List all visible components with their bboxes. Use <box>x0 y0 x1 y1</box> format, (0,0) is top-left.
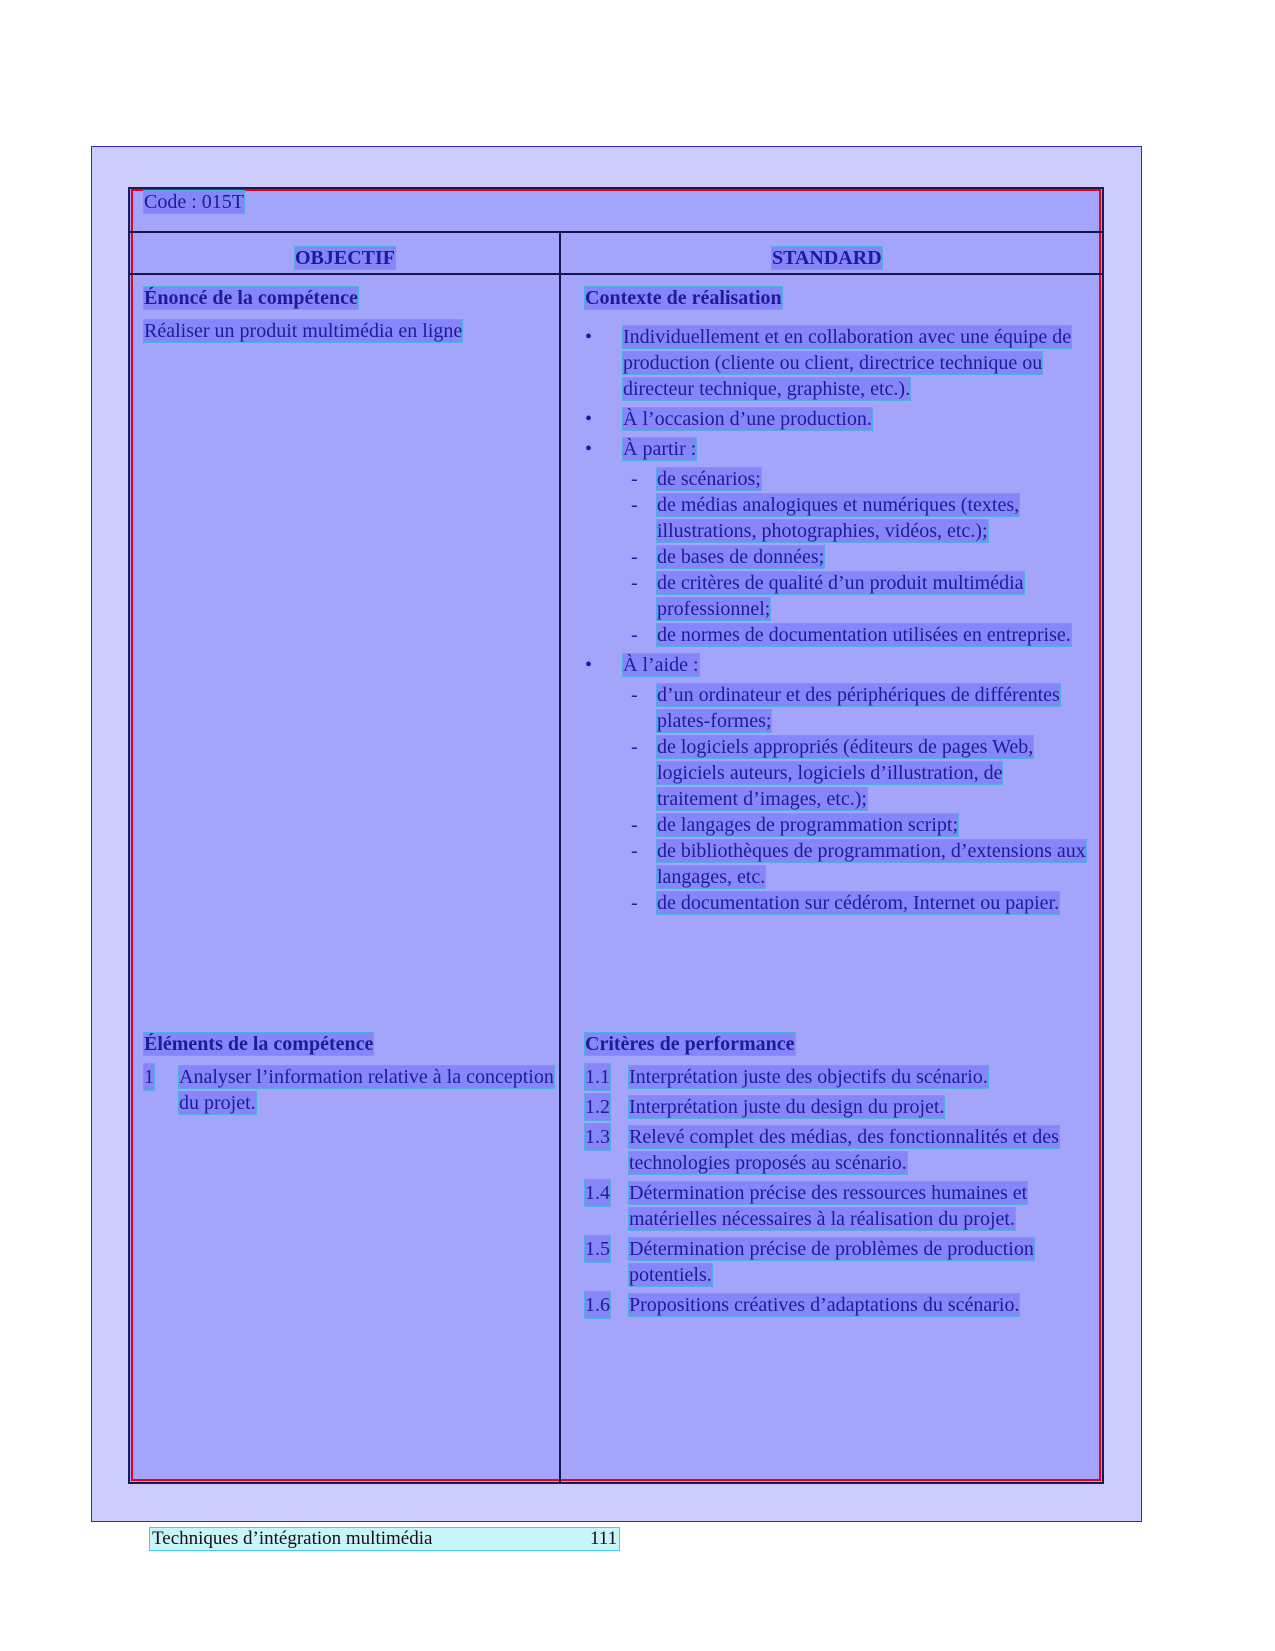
list-item: • À l’aide : <box>585 654 699 676</box>
sub-item: - d’un ordinateur et des périphériques de différentes plates-formes; <box>631 684 1060 732</box>
criteres-list <box>585 1064 1095 1322</box>
header-objectif: OBJECTIF <box>295 247 396 269</box>
elements-title: Éléments de la compétence <box>144 1033 374 1055</box>
dash-icon: - <box>631 736 638 758</box>
dash-icon: - <box>631 840 638 862</box>
dash-icon: - <box>631 624 638 646</box>
contexte-title: Contexte de réalisation <box>585 287 782 309</box>
header-bottom-rule <box>130 273 1102 275</box>
sub-item: - de critères de qualité d’un produit multimédia professionnel; <box>631 572 1024 620</box>
enonce-text: Réaliser un produit multimédia en ligne <box>144 320 463 342</box>
contexte-list <box>585 324 1087 916</box>
sub-item: - de scénarios; <box>631 468 761 490</box>
list-item: 1.5 Détermination précise de problèmes de production potentiels. <box>585 1238 1034 1286</box>
sub-item: - de documentation sur cédérom, Internet ou papier. <box>631 892 1060 914</box>
sub-item: - de logiciels appropriés (éditeurs de pages Web, logiciels auteurs, logiciels d’illustration, de traitement d’images, etc.); <box>631 736 1034 810</box>
list-item: 1.2 Interprétation juste du design du projet. <box>585 1096 945 1118</box>
list-item: 1.4 Détermination précise des ressources humaines et matérielles nécessaires à la réalisation du projet. <box>585 1182 1028 1230</box>
list-item: 1.6 Propositions créatives d’adaptations du scénario. <box>585 1294 1020 1316</box>
column-divider <box>559 231 561 1483</box>
dash-icon: - <box>631 892 638 914</box>
code-label: Code : 015T <box>144 191 244 213</box>
list-item: • À l’occasion d’une production. <box>585 408 872 430</box>
dash-icon: - <box>631 468 638 490</box>
sub-item: - de normes de documentation utilisées en entreprise. <box>631 624 1071 646</box>
sub-item: - de langages de programmation script; <box>631 814 959 836</box>
footer-label: Techniques d’intégration multimédia 111 <box>152 1528 618 1549</box>
sub-item: - de médias analogiques et numériques (textes, illustrations, photographies, vidéos, etc.); <box>631 494 1020 542</box>
bullet-icon: • <box>585 408 593 430</box>
list-item: • À partir : <box>585 438 697 460</box>
bullet-icon: • <box>585 654 593 676</box>
header-standard: STANDARD <box>772 247 882 269</box>
bullet-icon: • <box>585 326 593 348</box>
page-footer <box>150 1528 619 1550</box>
elements-list <box>144 1064 564 1116</box>
dash-icon: - <box>631 684 638 706</box>
header-top-rule <box>130 231 1102 233</box>
list-item: 1.1 Interprétation juste des objectifs du scénario. <box>585 1066 988 1088</box>
page-number: 111 <box>590 1528 618 1549</box>
enonce-title: Énoncé de la compétence <box>144 287 358 309</box>
list-item: 1 Analyser l’information relative à la conception du projet. <box>144 1066 554 1114</box>
dash-icon: - <box>631 494 638 516</box>
dash-icon: - <box>631 814 638 836</box>
list-item: 1.3 Relevé complet des médias, des fonctionnalités et des technologies proposés au scénario. <box>585 1126 1059 1174</box>
dash-icon: - <box>631 546 638 568</box>
list-item: • Individuellement et en collaboration avec une équipe de production (cliente ou client, directrice technique ou directeur technique, graphiste, etc.). <box>585 326 1072 400</box>
bullet-icon: • <box>585 438 593 460</box>
criteres-title: Critères de performance <box>585 1033 795 1055</box>
dash-icon: - <box>631 572 638 594</box>
sub-item: - de bases de données; <box>631 546 825 568</box>
sub-item: - de bibliothèques de programmation, d’extensions aux langages, etc. <box>631 840 1086 888</box>
